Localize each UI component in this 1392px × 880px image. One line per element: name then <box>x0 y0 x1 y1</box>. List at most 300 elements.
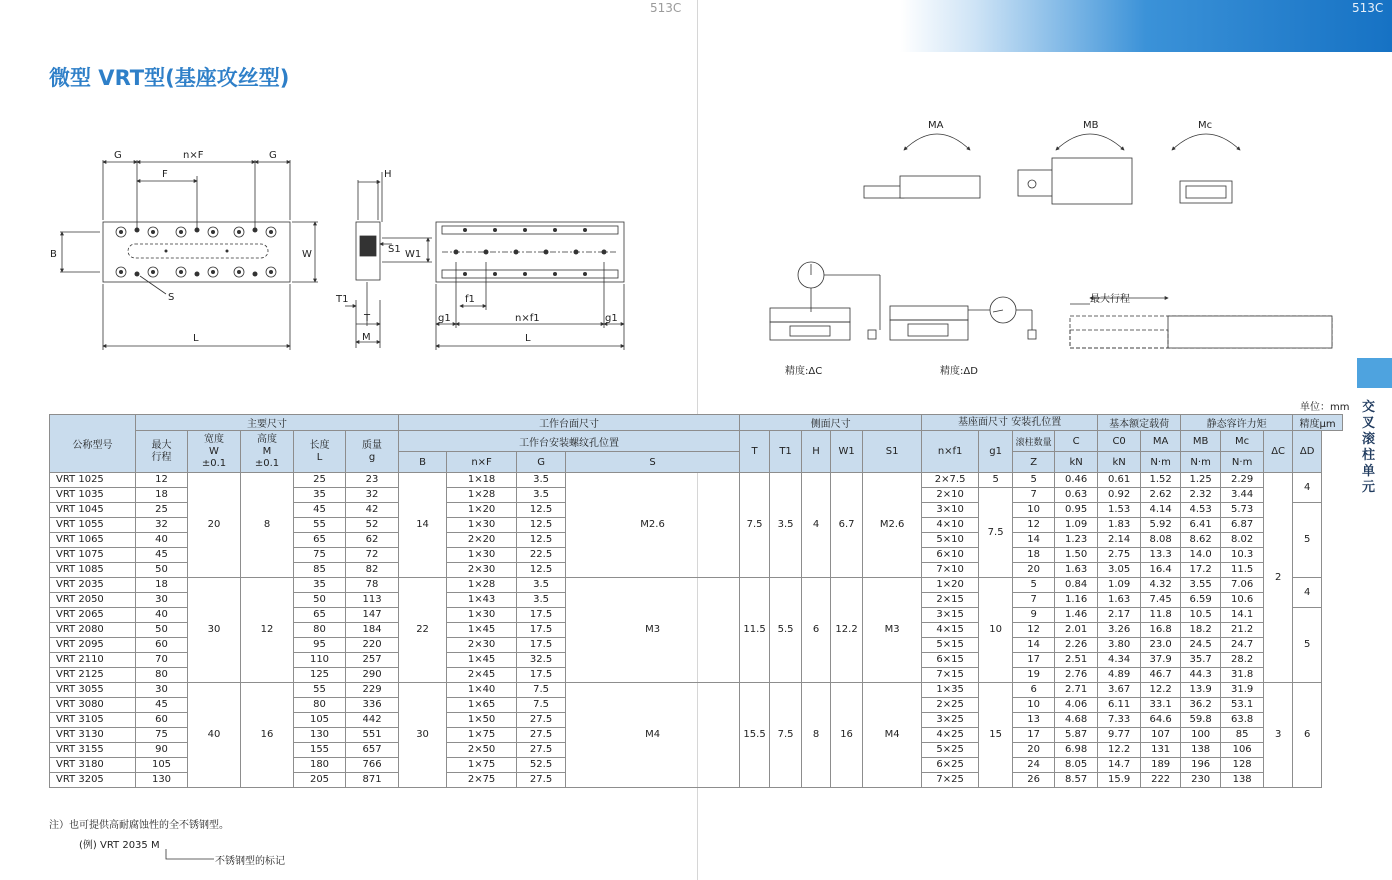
cell-roller-count: 26 <box>1013 773 1055 788</box>
header-worktable: 工作台面尺寸 <box>399 415 740 431</box>
cell-mass: 62 <box>346 533 399 548</box>
cell-accuracy-dc: 2 <box>1264 473 1293 683</box>
cell-t1: 5.5 <box>770 578 802 683</box>
cell-s: M2.6 <box>566 473 740 578</box>
cell-mc: 138 <box>1221 773 1264 788</box>
cell-ma: 46.7 <box>1141 668 1181 683</box>
cell-g: 27.5 <box>517 743 566 758</box>
cell-nxf: 2×30 <box>447 563 517 578</box>
cell-roller-count: 10 <box>1013 503 1055 518</box>
cell-length: 50 <box>294 593 346 608</box>
cell-nxf: 1×40 <box>447 683 517 698</box>
cell-c0: 9.77 <box>1098 728 1141 743</box>
header-thread-pos: 工作台安装螺纹孔位置 <box>399 431 740 452</box>
cell-ma: 16.4 <box>1141 563 1181 578</box>
cell-c: 4.06 <box>1055 698 1098 713</box>
cell-model: VRT 2065 <box>50 608 136 623</box>
cell-g: 17.5 <box>517 638 566 653</box>
dim-label-g-left: G <box>114 150 122 161</box>
cell-g: 7.5 <box>517 698 566 713</box>
header-length: 长度 L <box>294 431 346 473</box>
cell-height: 8 <box>241 473 294 578</box>
accuracy-d-label: 精度:ΔD <box>940 366 978 377</box>
cell-c0: 4.89 <box>1098 668 1141 683</box>
cell-length: 155 <box>294 743 346 758</box>
cell-roller-count: 9 <box>1013 608 1055 623</box>
cell-model: VRT 1025 <box>50 473 136 488</box>
dim-label-g1-right: g1 <box>605 313 618 324</box>
footnote: 注）也可提供高耐腐蚀性的全不锈钢型。 <box>49 820 229 831</box>
cell-max-stroke: 80 <box>136 668 188 683</box>
cell-c: 2.01 <box>1055 623 1098 638</box>
cell-mc: 14.1 <box>1221 608 1264 623</box>
cell-g: 27.5 <box>517 713 566 728</box>
cell-max-stroke: 18 <box>136 578 188 593</box>
cell-max-stroke: 60 <box>136 713 188 728</box>
header-main: 主要尺寸 <box>136 415 399 431</box>
technical-drawings <box>0 120 1392 380</box>
accuracy-diagrams <box>770 262 1332 348</box>
cell-c: 4.68 <box>1055 713 1098 728</box>
cell-max-stroke: 75 <box>136 728 188 743</box>
cell-mb: 10.5 <box>1181 608 1221 623</box>
accuracy-c-label: 精度:ΔC <box>785 366 823 377</box>
header-band <box>900 0 1392 52</box>
cell-h: 8 <box>802 683 831 788</box>
cell-mc: 11.5 <box>1221 563 1264 578</box>
example-label: 不锈钢型的标记 <box>215 856 285 867</box>
cell-t: 7.5 <box>740 473 770 578</box>
cell-model: VRT 3080 <box>50 698 136 713</box>
cell-mc: 31.8 <box>1221 668 1264 683</box>
header-rollers: 滚柱数量 <box>1013 431 1055 452</box>
dim-label-t1: T1 <box>336 294 349 305</box>
header-mass: 质量 g <box>346 431 399 473</box>
dim-label-s: S <box>168 292 175 303</box>
cell-model: VRT 3105 <box>50 713 136 728</box>
cell-model: VRT 2110 <box>50 653 136 668</box>
cell-model: VRT 3155 <box>50 743 136 758</box>
cell-c: 1.50 <box>1055 548 1098 563</box>
header-t: T <box>740 431 770 473</box>
cell-max-stroke: 90 <box>136 743 188 758</box>
cell-mb: 6.41 <box>1181 518 1221 533</box>
cell-max-stroke: 50 <box>136 623 188 638</box>
cell-c0: 6.11 <box>1098 698 1141 713</box>
cell-length: 110 <box>294 653 346 668</box>
cell-length: 80 <box>294 698 346 713</box>
cell-nxf: 1×30 <box>447 518 517 533</box>
cell-roller-count: 14 <box>1013 533 1055 548</box>
cell-ma: 11.8 <box>1141 608 1181 623</box>
header-c: C <box>1055 431 1098 452</box>
example-bracket <box>160 849 220 863</box>
cell-mb: 6.59 <box>1181 593 1221 608</box>
cell-mass: 551 <box>346 728 399 743</box>
header-nxf1: n×f1 <box>922 431 979 473</box>
cell-ma: 4.14 <box>1141 503 1181 518</box>
cell-nxf: 2×45 <box>447 668 517 683</box>
cell-roller-count: 12 <box>1013 518 1055 533</box>
cell-roller-count: 18 <box>1013 548 1055 563</box>
header-c-unit: kN <box>1055 452 1098 473</box>
dim-label-s1: S1 <box>388 244 401 255</box>
cell-nxf: 1×28 <box>447 578 517 593</box>
cell-ma: 4.32 <box>1141 578 1181 593</box>
cell-model: VRT 1055 <box>50 518 136 533</box>
cell-nxf1: 3×10 <box>922 503 979 518</box>
cell-mc: 128 <box>1221 758 1264 773</box>
cell-c0: 0.61 <box>1098 473 1141 488</box>
header-nxf: n×F <box>447 452 517 473</box>
header-load: 基本额定载荷 <box>1098 415 1181 431</box>
cell-g: 52.5 <box>517 758 566 773</box>
cell-ma: 107 <box>1141 728 1181 743</box>
cell-accuracy-dc: 3 <box>1264 683 1293 788</box>
cell-c: 0.63 <box>1055 488 1098 503</box>
header-mc: Mc <box>1221 431 1264 452</box>
cell-roller-count: 19 <box>1013 668 1055 683</box>
cell-nxf1: 2×15 <box>922 593 979 608</box>
dim-label-g-right: G <box>269 150 277 161</box>
cell-model: VRT 1045 <box>50 503 136 518</box>
cell-ma: 1.52 <box>1141 473 1181 488</box>
cell-h: 6 <box>802 578 831 683</box>
cell-max-stroke: 45 <box>136 548 188 563</box>
cell-c0: 3.05 <box>1098 563 1141 578</box>
max-stroke-label: 最大行程 <box>1090 294 1130 305</box>
cell-nxf1: 7×15 <box>922 668 979 683</box>
cell-height: 16 <box>241 683 294 788</box>
cell-nxf1: 5×15 <box>922 638 979 653</box>
cell-mb: 18.2 <box>1181 623 1221 638</box>
cell-roller-count: 6 <box>1013 683 1055 698</box>
cell-c: 2.76 <box>1055 668 1098 683</box>
cell-accuracy-dd: 6 <box>1293 683 1322 788</box>
cell-mass: 82 <box>346 563 399 578</box>
cell-nxf1: 2×7.5 <box>922 473 979 488</box>
cell-length: 180 <box>294 758 346 773</box>
cell-mc: 24.7 <box>1221 638 1264 653</box>
cell-mc: 21.2 <box>1221 623 1264 638</box>
table-row <box>50 683 1343 698</box>
header-z: Z <box>1013 452 1055 473</box>
cell-model: VRT 1035 <box>50 488 136 503</box>
cell-ma: 5.92 <box>1141 518 1181 533</box>
cell-mc: 10.3 <box>1221 548 1264 563</box>
cell-nxf: 1×43 <box>447 593 517 608</box>
cell-mc: 106 <box>1221 743 1264 758</box>
cell-s: M4 <box>566 683 740 788</box>
cell-mb: 59.8 <box>1181 713 1221 728</box>
cell-s1: M2.6 <box>863 473 922 578</box>
header-width: 宽度 W ±0.1 <box>188 431 241 473</box>
cell-height: 12 <box>241 578 294 683</box>
cell-c0: 12.2 <box>1098 743 1141 758</box>
header-h: H <box>802 431 831 473</box>
cell-mb: 14.0 <box>1181 548 1221 563</box>
cell-c: 1.63 <box>1055 563 1098 578</box>
cell-c: 8.57 <box>1055 773 1098 788</box>
cell-c: 1.16 <box>1055 593 1098 608</box>
cell-mass: 78 <box>346 578 399 593</box>
dim-label-nxf: n×F <box>183 150 204 161</box>
cell-nxf: 1×30 <box>447 548 517 563</box>
cell-nxf1: 2×25 <box>922 698 979 713</box>
cell-max-stroke: 60 <box>136 638 188 653</box>
cell-mb: 3.55 <box>1181 578 1221 593</box>
cell-length: 65 <box>294 608 346 623</box>
cell-g: 17.5 <box>517 668 566 683</box>
cell-ma: 222 <box>1141 773 1181 788</box>
cell-roller-count: 7 <box>1013 488 1055 503</box>
cell-c: 0.84 <box>1055 578 1098 593</box>
cell-c0: 1.63 <box>1098 593 1141 608</box>
cell-mass: 257 <box>346 653 399 668</box>
header-mb: MB <box>1181 431 1221 452</box>
cell-mb: 17.2 <box>1181 563 1221 578</box>
cell-mass: 32 <box>346 488 399 503</box>
page-number-right: 513C <box>1352 1 1384 15</box>
cell-t: 15.5 <box>740 683 770 788</box>
cell-max-stroke: 30 <box>136 683 188 698</box>
cell-max-stroke: 18 <box>136 488 188 503</box>
cell-nxf: 1×18 <box>447 473 517 488</box>
cell-mass: 766 <box>346 758 399 773</box>
dim-label-f1: f1 <box>465 294 475 305</box>
cell-g: 3.5 <box>517 593 566 608</box>
cell-mc: 8.02 <box>1221 533 1264 548</box>
cell-mass: 52 <box>346 518 399 533</box>
cell-accuracy-dd: 5 <box>1293 503 1322 578</box>
moment-diagrams <box>864 134 1240 204</box>
cell-model: VRT 2050 <box>50 593 136 608</box>
cell-length: 125 <box>294 668 346 683</box>
header-ma-unit: N·m <box>1141 452 1181 473</box>
cell-g1: 10 <box>979 578 1013 683</box>
cell-nxf: 1×20 <box>447 503 517 518</box>
cell-model: VRT 2095 <box>50 638 136 653</box>
cell-nxf: 1×28 <box>447 488 517 503</box>
header-side: 侧面尺寸 <box>740 415 922 431</box>
cell-max-stroke: 25 <box>136 503 188 518</box>
cell-width: 30 <box>188 578 241 683</box>
cell-ma: 8.08 <box>1141 533 1181 548</box>
cell-width: 40 <box>188 683 241 788</box>
cell-c: 2.26 <box>1055 638 1098 653</box>
cell-w1: 6.7 <box>831 473 863 578</box>
cell-mc: 63.8 <box>1221 713 1264 728</box>
cell-g: 27.5 <box>517 773 566 788</box>
page-number-left: 513C <box>650 1 682 15</box>
cell-c0: 0.92 <box>1098 488 1141 503</box>
cell-length: 25 <box>294 473 346 488</box>
cell-length: 205 <box>294 773 346 788</box>
cell-mass: 113 <box>346 593 399 608</box>
cell-length: 55 <box>294 683 346 698</box>
cell-w1: 12.2 <box>831 578 863 683</box>
cell-mb: 2.32 <box>1181 488 1221 503</box>
cell-mass: 23 <box>346 473 399 488</box>
cell-roller-count: 17 <box>1013 653 1055 668</box>
cell-s: M3 <box>566 578 740 683</box>
cell-max-stroke: 30 <box>136 593 188 608</box>
header-b: B <box>399 452 447 473</box>
cell-c0: 7.33 <box>1098 713 1141 728</box>
cell-ma: 33.1 <box>1141 698 1181 713</box>
cell-g: 22.5 <box>517 548 566 563</box>
cell-mass: 184 <box>346 623 399 638</box>
cell-mass: 72 <box>346 548 399 563</box>
cell-roller-count: 12 <box>1013 623 1055 638</box>
cell-mb: 8.62 <box>1181 533 1221 548</box>
cell-nxf1: 1×35 <box>922 683 979 698</box>
cell-ma: 7.45 <box>1141 593 1181 608</box>
cell-mass: 290 <box>346 668 399 683</box>
cell-nxf: 2×20 <box>447 533 517 548</box>
cell-max-stroke: 45 <box>136 698 188 713</box>
cell-mc: 10.6 <box>1221 593 1264 608</box>
cell-mass: 657 <box>346 743 399 758</box>
cell-t: 11.5 <box>740 578 770 683</box>
cell-mb: 4.53 <box>1181 503 1221 518</box>
cell-nxf1: 7×10 <box>922 563 979 578</box>
cell-ma: 189 <box>1141 758 1181 773</box>
cell-max-stroke: 12 <box>136 473 188 488</box>
cell-roller-count: 17 <box>1013 728 1055 743</box>
unit-label: 单位：mm <box>1300 402 1350 413</box>
cell-length: 105 <box>294 713 346 728</box>
cell-g1: 7.5 <box>979 488 1013 578</box>
cell-mb: 44.3 <box>1181 668 1221 683</box>
cell-ma: 64.6 <box>1141 713 1181 728</box>
cell-model: VRT 3130 <box>50 728 136 743</box>
cell-accuracy-dd: 4 <box>1293 578 1322 608</box>
header-g1: g1 <box>979 431 1013 473</box>
cell-g: 7.5 <box>517 683 566 698</box>
cell-g1: 15 <box>979 683 1013 788</box>
cell-max-stroke: 32 <box>136 518 188 533</box>
dim-label-w: W <box>302 249 312 260</box>
cell-c: 5.87 <box>1055 728 1098 743</box>
cell-roller-count: 10 <box>1013 698 1055 713</box>
cell-c0: 15.9 <box>1098 773 1141 788</box>
moment-label-ma: MA <box>928 120 944 131</box>
cell-g: 3.5 <box>517 473 566 488</box>
cell-mb: 138 <box>1181 743 1221 758</box>
cell-nxf: 1×65 <box>447 698 517 713</box>
dim-label-g1-left: g1 <box>438 313 451 324</box>
cell-accuracy-dd: 5 <box>1293 608 1322 683</box>
cell-roller-count: 24 <box>1013 758 1055 773</box>
cell-nxf1: 5×25 <box>922 743 979 758</box>
cell-g1: 5 <box>979 473 1013 488</box>
cell-nxf: 1×75 <box>447 728 517 743</box>
cell-nxf1: 2×10 <box>922 488 979 503</box>
cell-max-stroke: 40 <box>136 533 188 548</box>
cell-ma: 131 <box>1141 743 1181 758</box>
cell-mass: 442 <box>346 713 399 728</box>
top-view-drawing <box>60 160 318 350</box>
cell-nxf1: 6×25 <box>922 758 979 773</box>
dim-label-l-top: L <box>193 333 199 344</box>
header-ma: MA <box>1141 431 1181 452</box>
cell-roller-count: 13 <box>1013 713 1055 728</box>
cell-c: 2.51 <box>1055 653 1098 668</box>
cell-model: VRT 2080 <box>50 623 136 638</box>
cell-c: 1.46 <box>1055 608 1098 623</box>
cell-length: 80 <box>294 623 346 638</box>
cell-g: 17.5 <box>517 623 566 638</box>
header-g: G <box>517 452 566 473</box>
cell-c0: 4.34 <box>1098 653 1141 668</box>
cell-width: 20 <box>188 473 241 578</box>
side-section-label: 交叉滚柱单元 <box>1362 400 1376 495</box>
cell-c: 0.95 <box>1055 503 1098 518</box>
spec-table <box>49 414 1343 788</box>
page-title: 微型 VRT型(基座攻丝型) <box>49 66 290 90</box>
header-model: 公称型号 <box>50 415 136 473</box>
cell-t1: 3.5 <box>770 473 802 578</box>
cell-c: 1.09 <box>1055 518 1098 533</box>
header-mc-unit: N·m <box>1221 452 1264 473</box>
cell-nxf: 1×50 <box>447 713 517 728</box>
cell-c: 0.46 <box>1055 473 1098 488</box>
cell-length: 75 <box>294 548 346 563</box>
cell-nxf: 2×30 <box>447 638 517 653</box>
cell-mc: 3.44 <box>1221 488 1264 503</box>
cell-ma: 12.2 <box>1141 683 1181 698</box>
cell-model: VRT 1075 <box>50 548 136 563</box>
cell-c0: 1.53 <box>1098 503 1141 518</box>
cell-mb: 1.25 <box>1181 473 1221 488</box>
cell-c0: 2.75 <box>1098 548 1141 563</box>
side-view-drawing <box>345 172 432 348</box>
cell-length: 35 <box>294 488 346 503</box>
cell-g: 32.5 <box>517 653 566 668</box>
cell-mc: 2.29 <box>1221 473 1264 488</box>
cell-g: 12.5 <box>517 563 566 578</box>
dim-label-nxf1: n×f1 <box>515 313 540 324</box>
cell-ma: 23.0 <box>1141 638 1181 653</box>
header-mb-unit: N·m <box>1181 452 1221 473</box>
header-t1: T1 <box>770 431 802 473</box>
cell-mc: 31.9 <box>1221 683 1264 698</box>
cell-g: 3.5 <box>517 488 566 503</box>
cell-b: 30 <box>399 683 447 788</box>
cell-nxf1: 4×15 <box>922 623 979 638</box>
cell-mb: 35.7 <box>1181 653 1221 668</box>
cell-roller-count: 5 <box>1013 578 1055 593</box>
cell-g: 12.5 <box>517 533 566 548</box>
header-max-stroke: 最大 行程 <box>136 431 188 473</box>
cell-g: 3.5 <box>517 578 566 593</box>
cell-mc: 6.87 <box>1221 518 1264 533</box>
cell-nxf1: 3×15 <box>922 608 979 623</box>
cell-length: 95 <box>294 638 346 653</box>
moment-label-mb: MB <box>1083 120 1099 131</box>
cell-c0: 14.7 <box>1098 758 1141 773</box>
cell-b: 14 <box>399 473 447 578</box>
cell-mb: 196 <box>1181 758 1221 773</box>
cell-roller-count: 7 <box>1013 593 1055 608</box>
cell-c: 1.23 <box>1055 533 1098 548</box>
cell-mc: 53.1 <box>1221 698 1264 713</box>
header-accuracy: 精度μm <box>1293 415 1343 431</box>
cell-mb: 230 <box>1181 773 1221 788</box>
cell-mb: 36.2 <box>1181 698 1221 713</box>
cell-c0: 2.14 <box>1098 533 1141 548</box>
